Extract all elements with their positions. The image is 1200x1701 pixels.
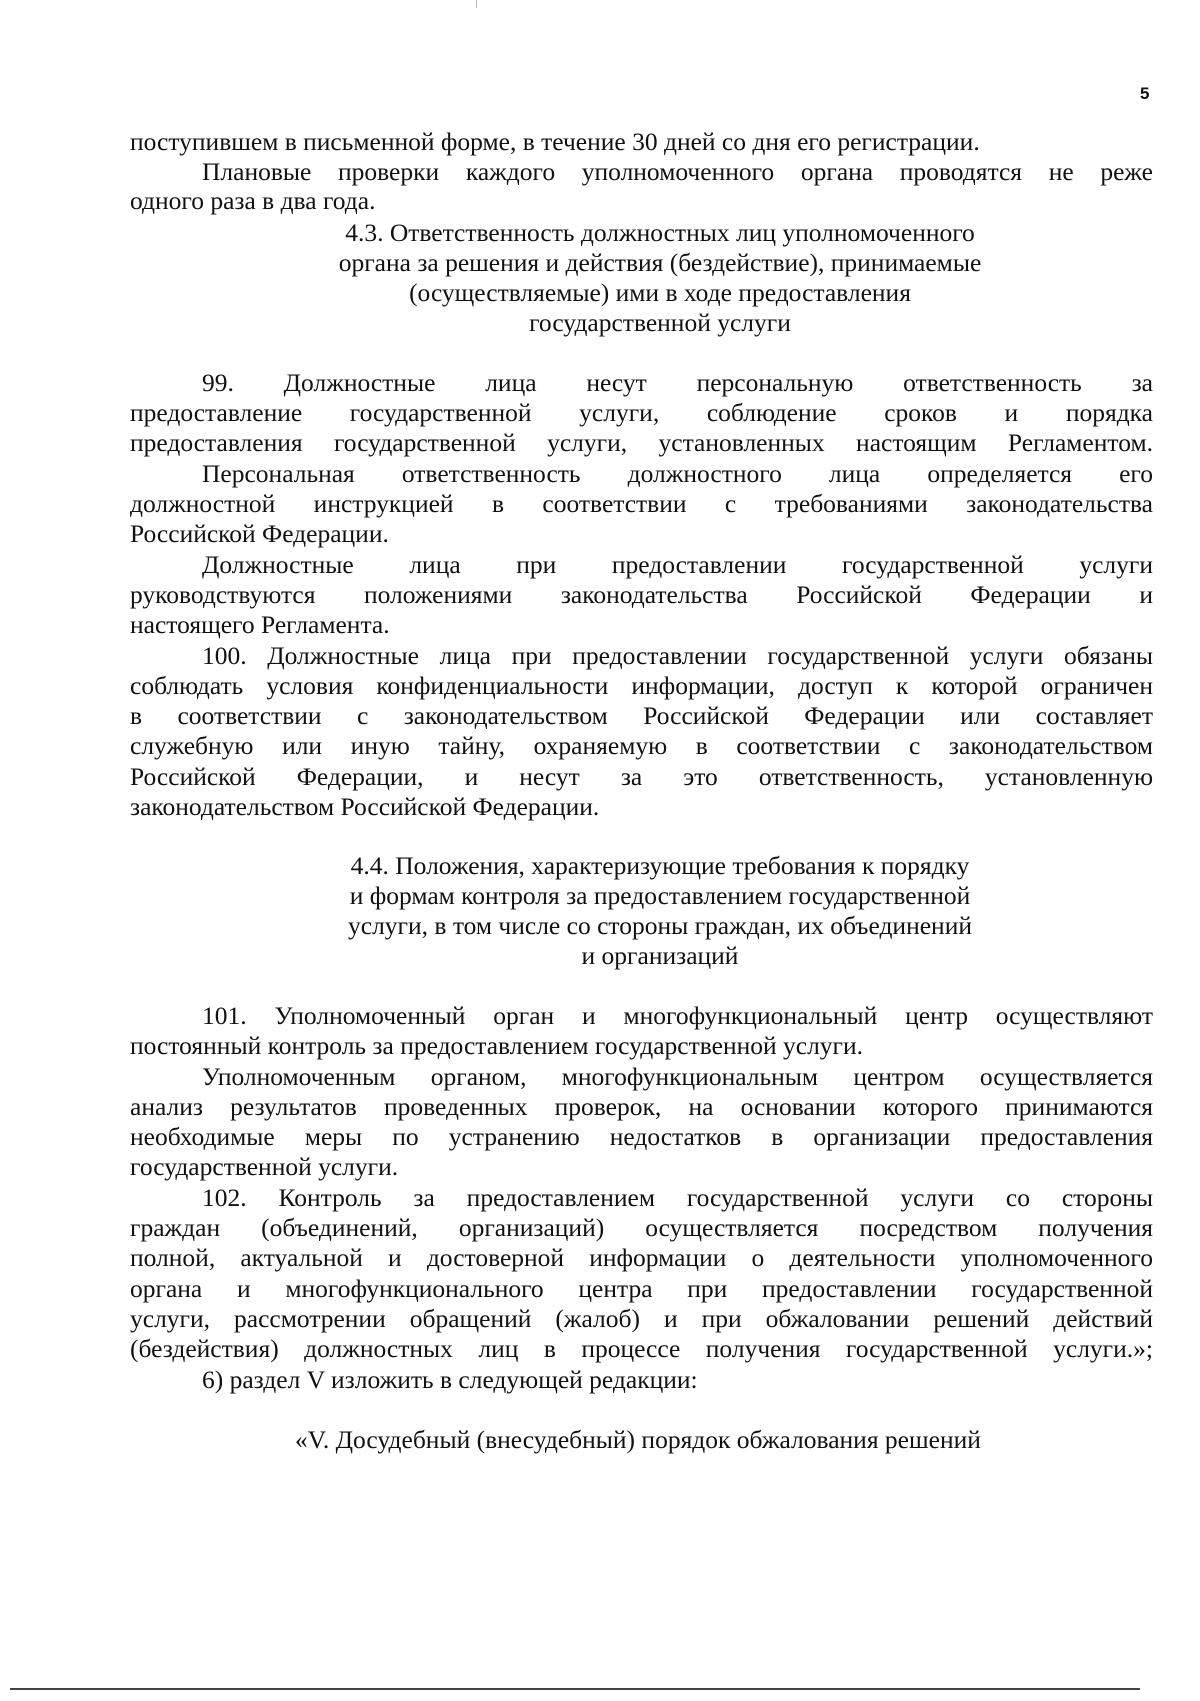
scan-mark [476, 0, 477, 8]
text-line: Российской Федерации. [130, 519, 389, 548]
text-line: 102. Контроль за предоставлением государственной услуги со стороны [202, 1183, 1153, 1212]
text-line: 101. Уполномоченный орган и многофункциональный центр осуществляют [202, 1001, 1153, 1030]
heading-line: 4.3. Ответственность должностных лиц уполномоченного [345, 218, 975, 247]
text-line: служебную или иную тайну, охраняемую в соответствии с законодательством [130, 731, 1153, 760]
text-line: (бездействия) должностных лиц в процессе получения государственной услуги.»; [130, 1334, 1153, 1363]
text-line: граждан (объединений, организаций) осуществляется посредством получения [130, 1213, 1153, 1242]
text-line: соблюдать условия конфиденциальности информации, доступ к которой ограничен [130, 671, 1153, 700]
text-line: Персональная ответственность должностного лица определяется его [202, 459, 1153, 488]
heading-line: 4.4. Положения, характеризующие требования к порядку [350, 851, 970, 880]
text-line: в соответствии с законодательством Российской Федерации или составляет [130, 701, 1153, 730]
text-line: Плановые проверки каждого уполномоченного органа проводятся не реже [202, 157, 1153, 186]
text-line: законодательством Российской Федерации. [130, 792, 600, 821]
page-number: 5 [1140, 84, 1150, 103]
text-line: предоставления государственной услуги, установленных настоящим Регламентом. [130, 428, 1153, 457]
scan-edge-line [10, 1688, 1140, 1690]
text-line: должностной инструкцией в соответствии с требованиями законодательства [130, 489, 1153, 518]
text-line: предоставление государственной услуги, соблюдение сроков и порядка [130, 398, 1153, 427]
heading-line: и организаций [581, 941, 739, 970]
text-line: руководствуются положениями законодательства Российской Федерации и [130, 580, 1153, 609]
heading-line: услуги, в том числе со стороны граждан, их объединений [348, 911, 972, 940]
text-line: 99. Должностные лица несут персональную ответственность за [202, 368, 1153, 397]
text-line: Российской Федерации, и несут за это ответственность, установленную [130, 762, 1153, 791]
text-line: органа и многофункционального центра при предоставлении государственной [130, 1274, 1153, 1303]
heading-line: органа за решения и действия (бездействие), принимаемые [338, 248, 982, 277]
text-line: 100. Должностные лица при предоставлении государственной услуги обязаны [202, 641, 1153, 670]
text-line: услуги, рассмотрении обращений (жалоб) и при обжаловании решений действий [130, 1304, 1153, 1333]
text-line: необходимые меры по устранению недостатков в организации предоставления [130, 1122, 1153, 1151]
text-line: постоянный контроль за предоставлением государственной услуги. [130, 1031, 864, 1060]
heading-line: и формам контроля за предоставлением государственной [349, 881, 971, 910]
text-line: анализ результатов проведенных проверок, на основании которого принимаются [130, 1092, 1153, 1121]
text-line: настоящего Регламента. [130, 610, 390, 639]
text-line: Уполномоченным органом, многофункциональным центром осуществляется [202, 1062, 1153, 1091]
heading-line: (осуществляемые) ими в ходе предоставления [409, 278, 911, 307]
text-line: одного раза в два года. [130, 186, 376, 215]
heading-line: государственной услуги [529, 308, 791, 337]
text-line: поступившем в письменной форме, в течение 30 дней со дня его регистрации. [130, 127, 980, 156]
text-line: 6) раздел V изложить в следующей редакции: [202, 1365, 698, 1394]
text-line: полной, актуальной и достоверной информации о деятельности уполномоченного [130, 1243, 1153, 1272]
text-line: Должностные лица при предоставлении государственной услуги [202, 550, 1153, 579]
section-v-title: «V. Досудебный (внесудебный) порядок обжалования решений [295, 1425, 981, 1454]
text-line: государственной услуги. [130, 1152, 399, 1181]
